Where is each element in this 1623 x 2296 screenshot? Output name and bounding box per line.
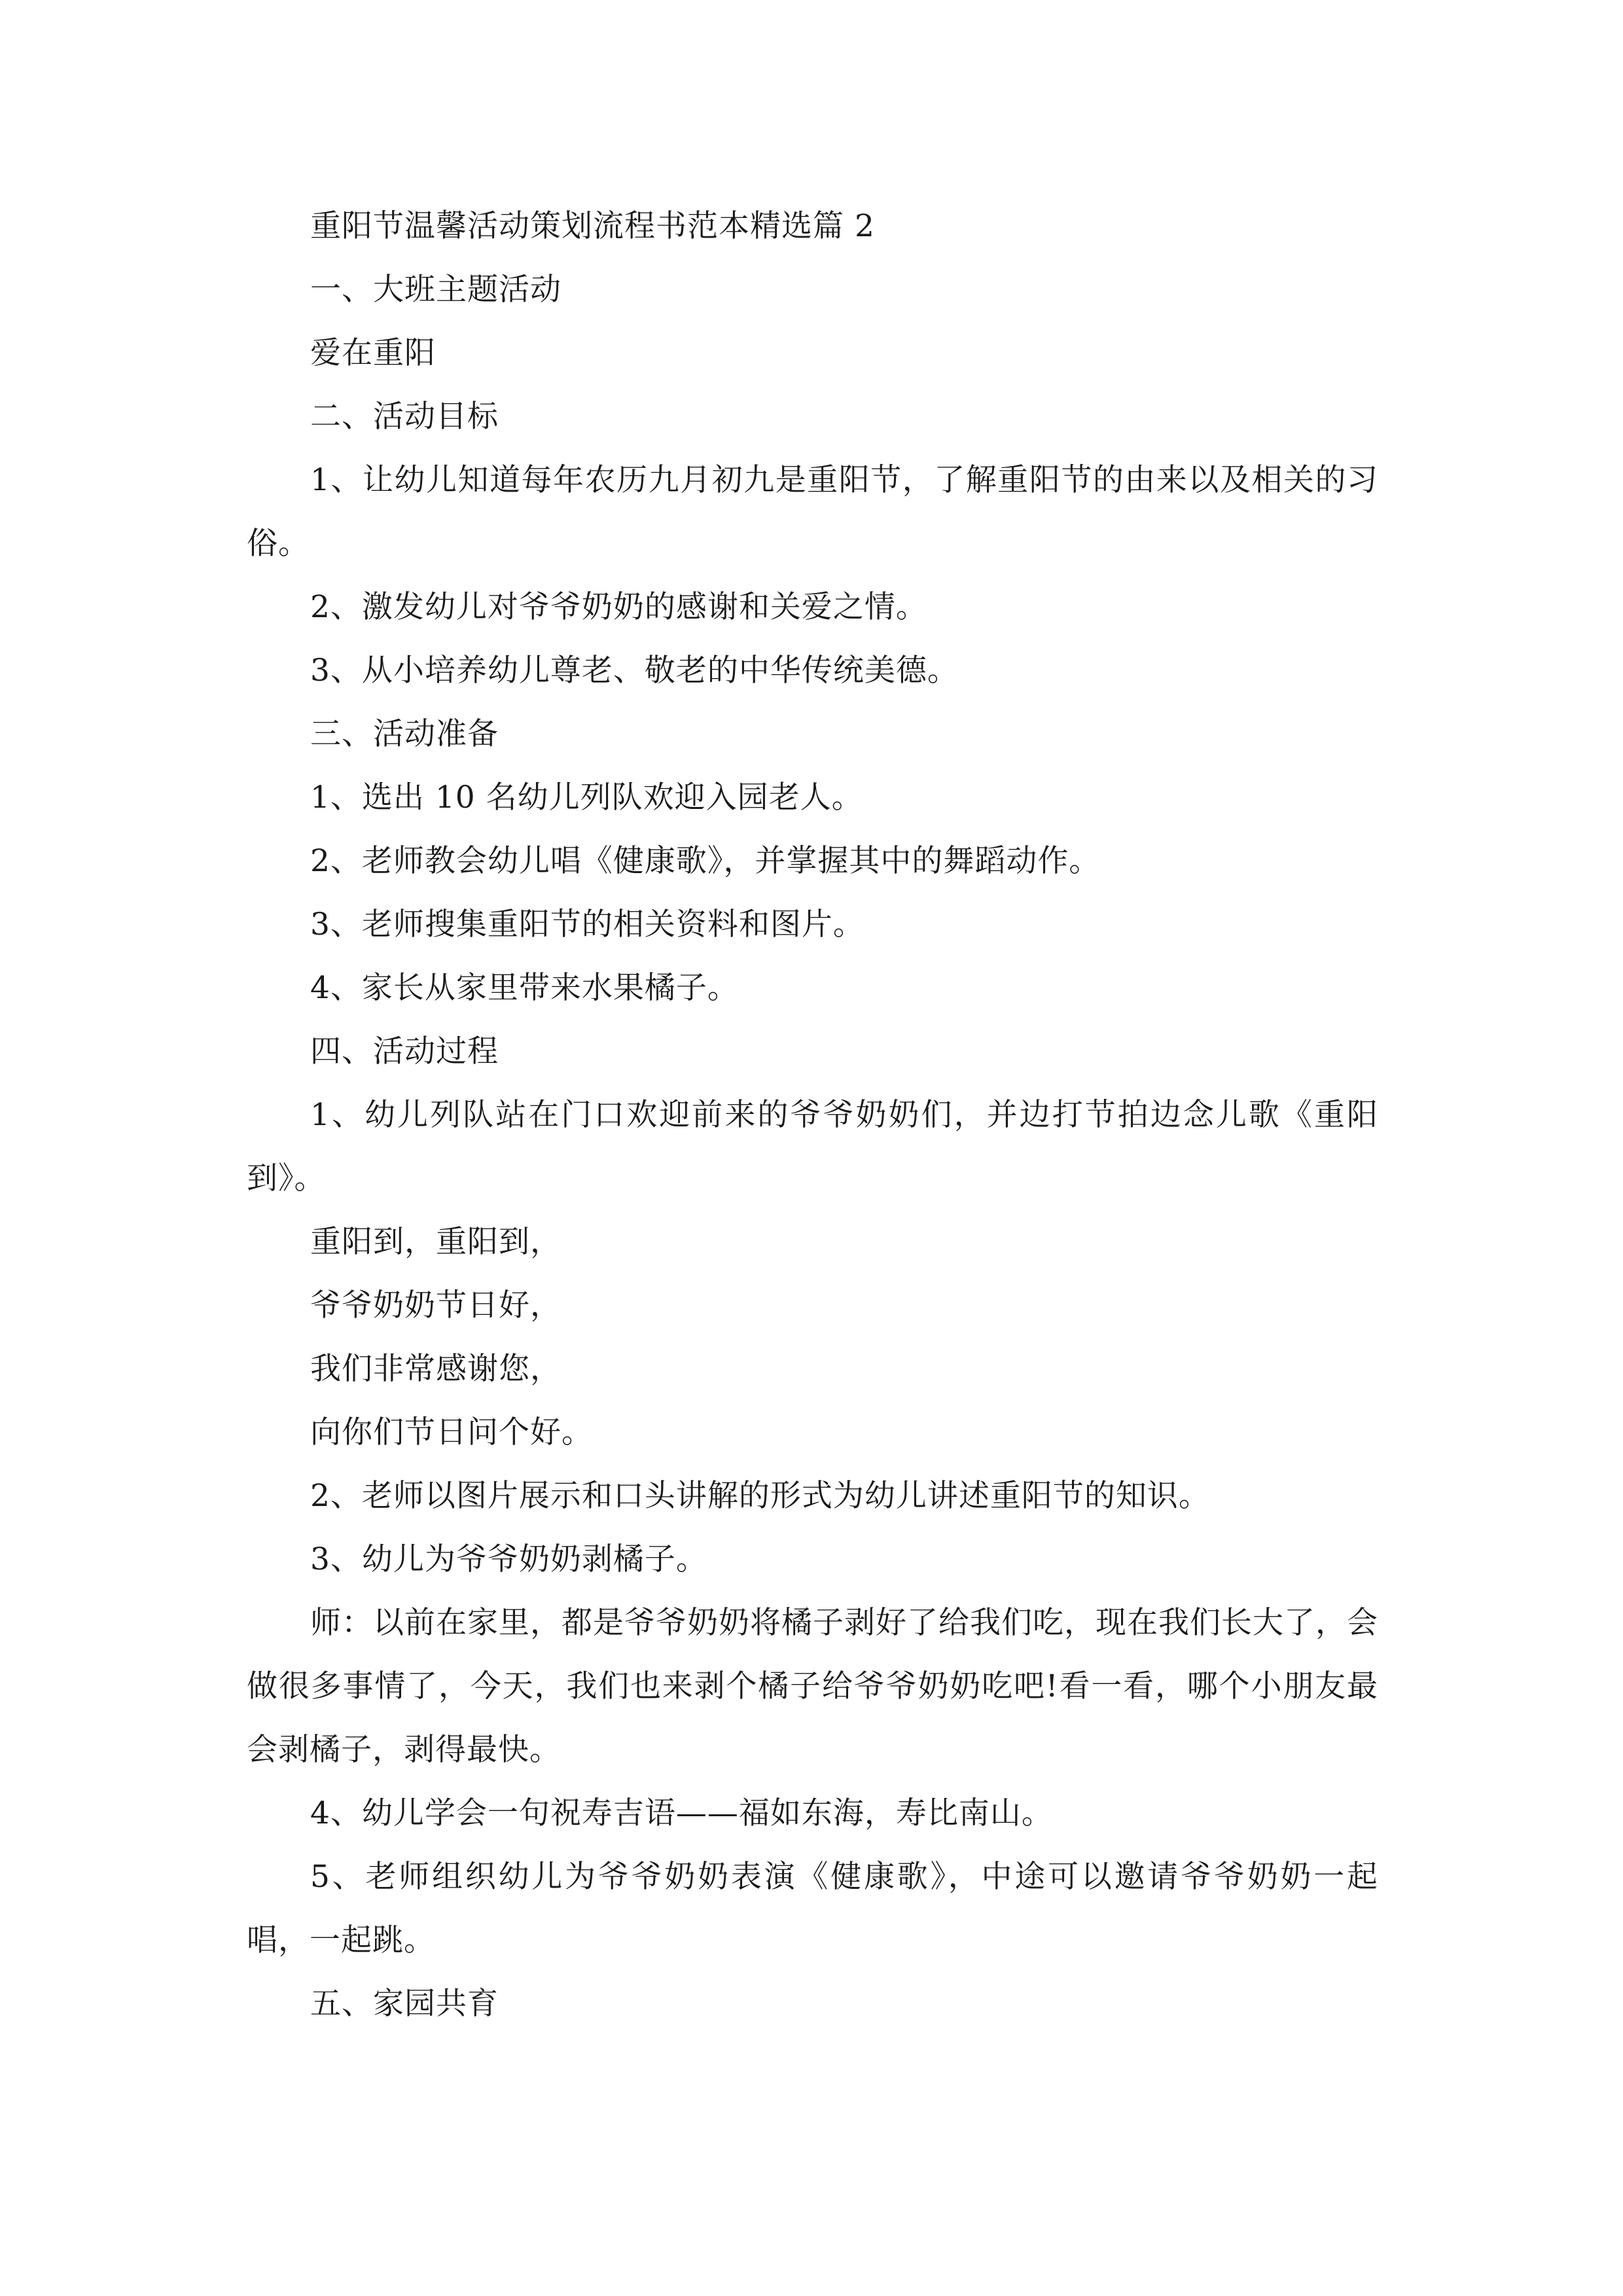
poem-line: 重阳到，重阳到， bbox=[310, 1224, 562, 1260]
list-item: 3、从小培养幼儿尊老、敬老的中华传统美德。 bbox=[310, 653, 959, 689]
section-heading: 一、大班主题活动 bbox=[310, 272, 562, 308]
list-item: 1、选出 10 名幼儿列队欢迎入园老人。 bbox=[310, 780, 863, 816]
list-item: 2、激发幼儿对爷爷奶奶的感谢和关爱之情。 bbox=[310, 589, 927, 625]
list-item: 1、幼儿列队站在门口欢迎前来的爷爷奶奶们，并边打节拍边念儿歌《重阳到》。 bbox=[247, 1097, 1378, 1196]
paragraph: 师：以前在家里，都是爷爷奶奶将橘子剥好了给我们吃，现在我们长大了，会做很多事情了，今天，我们也来剥个橘子给爷爷奶奶吃吧!看一看，哪个小朋友最会剥橘子，剥得最快。 bbox=[247, 1605, 1378, 1768]
poem-line: 我们非常感谢您， bbox=[310, 1351, 562, 1387]
list-item: 3、幼儿为爷爷奶奶剥橘子。 bbox=[310, 1541, 707, 1577]
list-item: 4、幼儿学会一句祝寿吉语——福如东海，寿比南山。 bbox=[310, 1795, 1053, 1831]
section-heading: 四、活动过程 bbox=[310, 1033, 499, 1069]
list-item: 3、老师搜集重阳节的相关资料和图片。 bbox=[310, 906, 865, 942]
poem-line: 爷爷奶奶节日好， bbox=[310, 1287, 562, 1323]
list-item: 4、家长从家里带来水果橘子。 bbox=[310, 970, 739, 1006]
list-item: 2、老师以图片展示和口头讲解的形式为幼儿讲述重阳节的知识。 bbox=[310, 1478, 1210, 1514]
paragraph: 爱在重阳 bbox=[310, 335, 436, 371]
list-item: 2、老师教会幼儿唱《健康歌》，并掌握其中的舞蹈动作。 bbox=[310, 843, 1101, 879]
list-item: 5、老师组织幼儿为爷爷奶奶表演《健康歌》，中途可以邀请爷爷奶奶一起唱，一起跳。 bbox=[247, 1859, 1378, 1958]
section-heading: 五、家园共育 bbox=[310, 1986, 499, 2022]
list-item: 1、让幼儿知道每年农历九月初九是重阳节，了解重阳节的由来以及相关的习俗。 bbox=[247, 462, 1378, 562]
section-heading: 三、活动准备 bbox=[310, 716, 499, 752]
section-heading: 二、活动目标 bbox=[310, 399, 499, 435]
poem-line: 向你们节日问个好。 bbox=[310, 1414, 593, 1450]
document-body bbox=[247, 194, 1378, 2036]
document-title: 重阳节温馨活动策划流程书范本精选篇 2 bbox=[310, 208, 875, 244]
